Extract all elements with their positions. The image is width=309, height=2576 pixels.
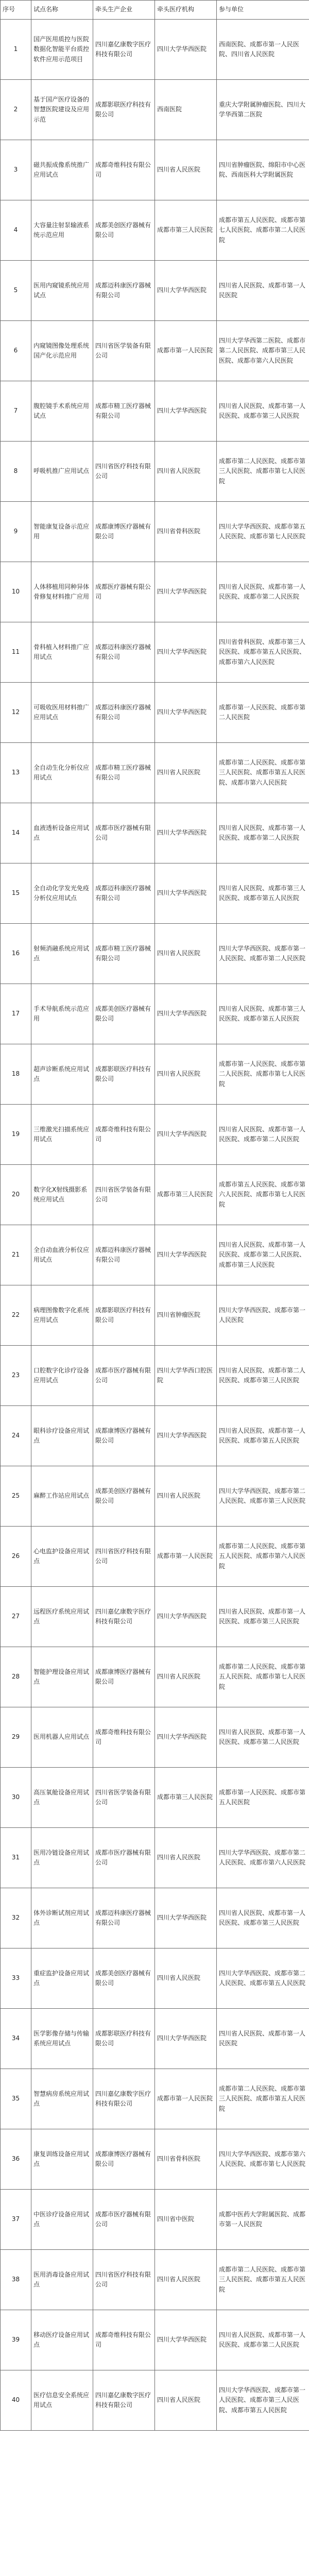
cell-name: 病理图像数字化系统应用试点 xyxy=(31,1285,93,1346)
cell-participants: 成都市第五人民医院、成都市第六人民医院、成都市第七人民医院 xyxy=(217,1165,309,1225)
cell-manufacturer: 成都美创医疗器械有限公司 xyxy=(93,1948,155,2009)
cell-name: 内窥镜图像处理系统国产化示范应用 xyxy=(31,321,93,381)
cell-lead-hospital: 成都市第一人民医院 xyxy=(155,2069,217,2129)
cell-seq: 25 xyxy=(1,1466,31,1527)
cell-name: 手术导航系统示范应用 xyxy=(31,984,93,1044)
cell-participants: 成都市第一人民医院、成都市第二人民医院、成都市第七人民医院 xyxy=(217,1044,309,1105)
cell-lead-hospital: 成都市第三人民医院 xyxy=(155,1768,217,1828)
cell-name: 智能康复设备示范应用 xyxy=(31,502,93,562)
table-row xyxy=(1,261,309,321)
cell-manufacturer: 成都市医疗器械有限公司 xyxy=(93,1828,155,1888)
cell-manufacturer: 成都影联医疗科技有限公司 xyxy=(93,1044,155,1105)
table-row xyxy=(1,1888,309,1948)
cell-seq: 35 xyxy=(1,2069,31,2129)
cell-manufacturer: 四川嘉亿康数字医疗科技有限公司 xyxy=(93,20,155,80)
cell-participants: 四川大学华西医院、成都市第二人民医院、成都市第六人民医院 xyxy=(217,1828,309,1888)
cell-manufacturer: 成都迈科康医疗器械有限公司 xyxy=(93,863,155,924)
cell-participants: 四川大学华西医院、成都市第五人民医院、成都市第七人民医院 xyxy=(217,502,309,562)
cell-lead-hospital: 四川省人民医院 xyxy=(155,1466,217,1527)
cell-manufacturer: 成都康博医疗器械有限公司 xyxy=(93,1406,155,1466)
cell-manufacturer: 成都影联医疗科技有限公司 xyxy=(93,80,155,140)
cell-manufacturer: 成都美创医疗器械有限公司 xyxy=(93,200,155,261)
table-row xyxy=(1,562,309,622)
cell-seq: 20 xyxy=(1,1165,31,1225)
table-row xyxy=(1,2009,309,2069)
table-row xyxy=(1,200,309,261)
cell-seq: 17 xyxy=(1,984,31,1044)
header-row xyxy=(1,1,309,20)
cell-manufacturer: 成都康博医疗器械有限公司 xyxy=(93,502,155,562)
table-row xyxy=(1,2310,309,2370)
cell-participants: 四川省人民医院、成都市第三人民医院、成都市第五人民医院 xyxy=(217,863,309,924)
table-row xyxy=(1,984,309,1044)
table-header xyxy=(1,1,309,20)
cell-participants: 四川大学华西医院、成都市第六人民医院、成都市第七人民医院 xyxy=(217,2129,309,2190)
table-row xyxy=(1,683,309,743)
cell-participants: 四川省人民医院、成都市第二人民医院、成都市第三人民医院 xyxy=(217,1346,309,1406)
cell-name: 全自动化学发光免疫分析仪应用试点 xyxy=(31,863,93,924)
cell-name: 中医诊疗设备应用试点 xyxy=(31,2190,93,2250)
table-row xyxy=(1,2129,309,2190)
cell-seq: 7 xyxy=(1,381,31,442)
cell-name: 康复训练设备应用试点 xyxy=(31,2129,93,2190)
cell-manufacturer: 成都影联医疗科技有限公司 xyxy=(93,2009,155,2069)
table-row xyxy=(1,140,309,200)
cell-participants: 成都市第二人民医院、成都市第三人民医院、成都市第五人民医院、成都市第六人民医院 xyxy=(217,743,309,803)
cell-name: 基于国产医疗设备的智慧医院建设及应用示范 xyxy=(31,80,93,140)
cell-name: 大容量注射泵输液系统示范应用 xyxy=(31,200,93,261)
cell-participants: 四川省人民医院、成都市第一人民医院、成都市第三人民医院 xyxy=(217,1587,309,1647)
cell-participants: 四川省人民医院、成都市第一人民医院 xyxy=(217,2009,309,2069)
cell-participants: 四川省人民医院、成都市第一人民医院、成都市第二人民医院 xyxy=(217,2310,309,2370)
cell-name: 智能护理设备应用试点 xyxy=(31,1647,93,1707)
table-row xyxy=(1,863,309,924)
cell-manufacturer: 四川省医学装备有限公司 xyxy=(93,321,155,381)
table-row xyxy=(1,1105,309,1165)
cell-seq: 30 xyxy=(1,1768,31,1828)
cell-seq: 5 xyxy=(1,261,31,321)
cell-seq: 24 xyxy=(1,1406,31,1466)
cell-manufacturer: 四川嘉亿康数字医疗科技有限公司 xyxy=(93,2069,155,2129)
cell-lead-hospital: 四川大学华西医院 xyxy=(155,20,217,80)
cell-participants: 成都市第二人民医院、成都市第五人民医院、成都市第六人民医院 xyxy=(217,1527,309,1587)
cell-name: 医用机器人应用试点 xyxy=(31,1707,93,1768)
cell-manufacturer: 成都市精工医疗器械有限公司 xyxy=(93,743,155,803)
cell-seq: 40 xyxy=(1,2370,31,2431)
table-row xyxy=(1,1044,309,1105)
cell-lead-hospital: 四川大学华西医院 xyxy=(155,1707,217,1768)
cell-participants: 成都市第二人民医院、成都市第三人民医院、成都市第七人民医院 xyxy=(217,442,309,502)
table-row xyxy=(1,1647,309,1707)
cell-name: 国产医用质控与医院数据化智能平台质控软件应用示范项目 xyxy=(31,20,93,80)
cell-name: 医用冷链设备应用试点 xyxy=(31,1828,93,1888)
cell-lead-hospital: 四川省骨科医院 xyxy=(155,502,217,562)
cell-lead-hospital: 四川大学华西医院 xyxy=(155,562,217,622)
cell-name: 呼吸机推广应用试点 xyxy=(31,442,93,502)
cell-participants: 四川省人民医院、成都市第一人民医院、成都市第三人民医院 xyxy=(217,381,309,442)
table-row xyxy=(1,1768,309,1828)
cell-manufacturer: 四川省医疗科技有限公司 xyxy=(93,1527,155,1587)
cell-lead-hospital: 四川大学华西医院 xyxy=(155,1225,217,1285)
table-row xyxy=(1,442,309,502)
table-row xyxy=(1,502,309,562)
cell-seq: 16 xyxy=(1,924,31,984)
cell-manufacturer: 成都奇维科技有限公司 xyxy=(93,1105,155,1165)
table-body xyxy=(1,20,309,2431)
cell-lead-hospital: 四川省人民医院 xyxy=(155,743,217,803)
cell-seq: 13 xyxy=(1,743,31,803)
cell-name: 医疗信息安全系统应用试点 xyxy=(31,2370,93,2431)
header-cell-lead-hospital: 牵头医疗机构 xyxy=(155,1,217,20)
cell-name: 麻醉工作站应用试点 xyxy=(31,1466,93,1527)
cell-participants: 四川省骨科医院、成都市第三人民医院、成都市第五人民医院、成都市第六人民医院 xyxy=(217,622,309,683)
cell-participants: 成都市第二人民医院、成都市第五人民医院、成都市第七人民医院 xyxy=(217,1647,309,1707)
cell-manufacturer: 成都奇维科技有限公司 xyxy=(93,1707,155,1768)
cell-participants: 成都市第五人民医院、成都市第七人民医院、成都市第二人民医院 xyxy=(217,200,309,261)
cell-name: 磁共振成像系统推广应用试点 xyxy=(31,140,93,200)
cell-name: 医用内窥镜系统应用试点 xyxy=(31,261,93,321)
cell-seq: 6 xyxy=(1,321,31,381)
table-row xyxy=(1,1466,309,1527)
cell-seq: 22 xyxy=(1,1285,31,1346)
header-cell-manufacturer: 牵头生产企业 xyxy=(93,1,155,20)
cell-lead-hospital: 四川大学华西医院 xyxy=(155,622,217,683)
cell-participants: 西南医院、成都市第一人民医院、四川省人民医院 xyxy=(217,20,309,80)
cell-participants: 四川大学华西第二医院、成都市第二人民医院、成都市第三人民医院、成都市第六人民医院 xyxy=(217,321,309,381)
cell-participants: 四川省人民医院、成都市第一人民医院、成都市第二人民医院、成都市第三人民医院 xyxy=(217,1225,309,1285)
cell-participants: 四川省人民医院、成都市第一人民医院 xyxy=(217,261,309,321)
table-row xyxy=(1,2250,309,2310)
cell-participants: 四川省人民医院、成都市第一人民医院、成都市第五人民医院 xyxy=(217,1406,309,1466)
cell-seq: 2 xyxy=(1,80,31,140)
cell-participants: 四川大学华西医院、成都市第一人民医院、成都市第二人民医院 xyxy=(217,924,309,984)
cell-participants: 四川省人民医院、成都市第一人民医院、成都市第三人民医院 xyxy=(217,1888,309,1948)
cell-participants: 四川省人民医院、成都市第一人民医院、成都市第二人民医院 xyxy=(217,562,309,622)
cell-manufacturer: 成都市医疗器械有限公司 xyxy=(93,1346,155,1406)
cell-lead-hospital: 四川省人民医院 xyxy=(155,1948,217,2009)
cell-seq: 26 xyxy=(1,1527,31,1587)
cell-lead-hospital: 四川省人民医院 xyxy=(155,2370,217,2431)
cell-seq: 15 xyxy=(1,863,31,924)
cell-participants: 四川大学华西医院、成都市第二人民医院、成都市第三人民医院 xyxy=(217,1466,309,1527)
cell-seq: 19 xyxy=(1,1105,31,1165)
table-row xyxy=(1,622,309,683)
cell-manufacturer: 成都市精工医疗器械有限公司 xyxy=(93,381,155,442)
cell-seq: 31 xyxy=(1,1828,31,1888)
table-row xyxy=(1,1587,309,1647)
cell-lead-hospital: 四川省骨科医院 xyxy=(155,2129,217,2190)
cell-participants: 成都市第二人民医院、成都市第三人民医院、成都市第五人民医院 xyxy=(217,2250,309,2310)
cell-seq: 21 xyxy=(1,1225,31,1285)
cell-manufacturer: 四川省医学装备有限公司 xyxy=(93,1768,155,1828)
cell-participants: 成都市第一人民医院、成都市第五人民医院 xyxy=(217,1768,309,1828)
table-row xyxy=(1,1346,309,1406)
table-row xyxy=(1,1406,309,1466)
cell-participants: 四川省人民医院、成都市第一人民医院、成都市第二人民医院 xyxy=(217,1105,309,1165)
cell-manufacturer: 成都美创医疗器械有限公司 xyxy=(93,984,155,1044)
cell-lead-hospital: 四川省人民医院 xyxy=(155,140,217,200)
cell-lead-hospital: 四川大学华西口腔医院 xyxy=(155,1346,217,1406)
cell-participants: 重庆大学附属肿瘤医院、四川大学华西第二医院 xyxy=(217,80,309,140)
cell-seq: 23 xyxy=(1,1346,31,1406)
cell-lead-hospital: 成都市第三人民医院 xyxy=(155,1165,217,1225)
cell-manufacturer: 成都市医疗器械有限公司 xyxy=(93,803,155,863)
cell-lead-hospital: 四川大学华西医院 xyxy=(155,261,217,321)
cell-seq: 34 xyxy=(1,2009,31,2069)
cell-manufacturer: 四川省医疗科技有限公司 xyxy=(93,2250,155,2310)
cell-lead-hospital: 成都市第三人民医院 xyxy=(155,200,217,261)
cell-seq: 38 xyxy=(1,2250,31,2310)
cell-lead-hospital: 四川大学华西医院 xyxy=(155,803,217,863)
cell-name: 智慧病房系统应用试点 xyxy=(31,2069,93,2129)
cell-name: 医用消毒设备应用试点 xyxy=(31,2250,93,2310)
cell-participants: 四川省人民医院、成都市第三人民医院、成都市第五人民医院 xyxy=(217,984,309,1044)
cell-manufacturer: 四川嘉亿康数字医疗科技有限公司 xyxy=(93,2370,155,2431)
cell-manufacturer: 成都迈科康医疗器械有限公司 xyxy=(93,261,155,321)
table-row xyxy=(1,2370,309,2431)
cell-participants: 四川大学华西医院、成都市第一人民医院、成都市第三人民医院、成都市第五人民医院 xyxy=(217,2370,309,2431)
cell-manufacturer: 四川省医学装备有限公司 xyxy=(93,1165,155,1225)
cell-manufacturer: 成都迈科康医疗器械有限公司 xyxy=(93,622,155,683)
cell-name: 远程医疗系统应用试点 xyxy=(31,1587,93,1647)
cell-lead-hospital: 四川省人民医院 xyxy=(155,442,217,502)
header-cell-seq: 序号 xyxy=(1,1,31,20)
cell-lead-hospital: 四川大学华西医院 xyxy=(155,381,217,442)
table-row xyxy=(1,2069,309,2129)
cell-lead-hospital: 四川大学华西医院 xyxy=(155,984,217,1044)
cell-name: 移动医疗设备应用试点 xyxy=(31,2310,93,2370)
table-row xyxy=(1,1828,309,1888)
cell-participants: 四川大学华西医院、成都市第二人民医院、成都市第五人民医院 xyxy=(217,1948,309,2009)
cell-seq: 18 xyxy=(1,1044,31,1105)
cell-lead-hospital: 四川省人民医院 xyxy=(155,924,217,984)
cell-manufacturer: 成都奇维科技有限公司 xyxy=(93,2310,155,2370)
table-row xyxy=(1,1225,309,1285)
cell-lead-hospital: 四川省人民医院 xyxy=(155,1647,217,1707)
cell-name: 高压氧舱设备应用试点 xyxy=(31,1768,93,1828)
cell-seq: 33 xyxy=(1,1948,31,2009)
table-row xyxy=(1,2190,309,2250)
cell-seq: 9 xyxy=(1,502,31,562)
cell-name: 腹腔镜手术系统应用试点 xyxy=(31,381,93,442)
table-row xyxy=(1,80,309,140)
header-cell-participants: 参与单位 xyxy=(217,1,309,20)
cell-participants: 四川大学华西医院、成都市第一人民医院 xyxy=(217,1285,309,1346)
cell-name: 超声诊断系统应用试点 xyxy=(31,1044,93,1105)
cell-manufacturer: 成都美创医疗器械有限公司 xyxy=(93,1466,155,1527)
cell-lead-hospital: 四川大学华西医院 xyxy=(155,1587,217,1647)
cell-lead-hospital: 四川大学华西医院 xyxy=(155,2310,217,2370)
cell-manufacturer: 成都康博医疗器械有限公司 xyxy=(93,2129,155,2190)
cell-manufacturer: 四川嘉亿康数字医疗科技有限公司 xyxy=(93,1587,155,1647)
cell-lead-hospital: 四川大学华西医院 xyxy=(155,1105,217,1165)
cell-manufacturer: 成都奇维科技有限公司 xyxy=(93,140,155,200)
cell-seq: 12 xyxy=(1,683,31,743)
table-row xyxy=(1,743,309,803)
cell-lead-hospital: 四川省肿瘤医院 xyxy=(155,1285,217,1346)
cell-lead-hospital: 四川大学华西医院 xyxy=(155,1888,217,1948)
table-row xyxy=(1,1527,309,1587)
cell-seq: 28 xyxy=(1,1647,31,1707)
cell-seq: 29 xyxy=(1,1707,31,1768)
cell-seq: 8 xyxy=(1,442,31,502)
cell-name: 重症监护设备应用试点 xyxy=(31,1948,93,2009)
cell-seq: 4 xyxy=(1,200,31,261)
cell-name: 心电监护设备应用试点 xyxy=(31,1527,93,1587)
cell-participants: 成都中医药大学附属医院、成都市第一人民医院 xyxy=(217,2190,309,2250)
table-row xyxy=(1,1165,309,1225)
cell-name: 口腔数字化诊疗设备应用试点 xyxy=(31,1346,93,1406)
cell-seq: 1 xyxy=(1,20,31,80)
cell-participants: 四川省肿瘤医院、绵阳市中心医院、西南医科大学附属医院 xyxy=(217,140,309,200)
cell-manufacturer: 四川省医疗科技有限公司 xyxy=(93,442,155,502)
table-row xyxy=(1,381,309,442)
cell-participants: 四川省人民医院、成都市第一人民医院、成都市第二人民医院 xyxy=(217,803,309,863)
cell-manufacturer: 成都市精工医疗器械有限公司 xyxy=(93,924,155,984)
cell-manufacturer: 成都迈科康医疗器械有限公司 xyxy=(93,683,155,743)
cell-name: 医学影像存储与传输系统应用试点 xyxy=(31,2009,93,2069)
cell-seq: 37 xyxy=(1,2190,31,2250)
cell-manufacturer: 成都影联医疗科技有限公司 xyxy=(93,1285,155,1346)
cell-lead-hospital: 四川大学华西医院 xyxy=(155,683,217,743)
cell-lead-hospital: 西南医院 xyxy=(155,80,217,140)
cell-participants: 成都市第二人民医院、成都市第三人民医院、成都市第五人民医院 xyxy=(217,2069,309,2129)
cell-manufacturer: 成都市医疗器械有限公司 xyxy=(93,2190,155,2250)
cell-name: 血液透析设备应用试点 xyxy=(31,803,93,863)
cell-lead-hospital: 四川省中医院 xyxy=(155,2190,217,2250)
cell-lead-hospital: 四川省人民医院 xyxy=(155,1044,217,1105)
cell-participants: 成都市第一人民医院、成都市第二人民医院 xyxy=(217,683,309,743)
cell-name: 人体移植用同种异体骨修复材料推广应用 xyxy=(31,562,93,622)
cell-manufacturer: 成都康博医疗器械有限公司 xyxy=(93,1647,155,1707)
table-row xyxy=(1,803,309,863)
cell-name: 眼科诊疗设备应用试点 xyxy=(31,1406,93,1466)
table-row xyxy=(1,924,309,984)
cell-manufacturer: 成都迈科康医疗器械有限公司 xyxy=(93,1225,155,1285)
cell-seq: 39 xyxy=(1,2310,31,2370)
cell-name: 数字化X射线摄影系统应用试点 xyxy=(31,1165,93,1225)
table-row xyxy=(1,1707,309,1768)
cell-name: 三维激光扫描系统应用试点 xyxy=(31,1105,93,1165)
cell-lead-hospital: 四川大学华西医院 xyxy=(155,1406,217,1466)
table-row xyxy=(1,1285,309,1346)
cell-lead-hospital: 四川大学华西医院 xyxy=(155,2009,217,2069)
cell-seq: 36 xyxy=(1,2129,31,2190)
cell-name: 可吸收医用材料推广应用试点 xyxy=(31,683,93,743)
cell-manufacturer: 成都医疗器械有限公司 xyxy=(93,562,155,622)
cell-lead-hospital: 成都市第一人民医院 xyxy=(155,1527,217,1587)
cell-name: 体外诊断试剂应用试点 xyxy=(31,1888,93,1948)
cell-name: 全自动血液分析仪应用试点 xyxy=(31,1225,93,1285)
cell-participants: 四川省人民医院、成都市第一人民医院、成都市第二人民医院 xyxy=(217,1707,309,1768)
cell-name: 射频消融系统应用试点 xyxy=(31,924,93,984)
cell-seq: 10 xyxy=(1,562,31,622)
cell-seq: 27 xyxy=(1,1587,31,1647)
cell-lead-hospital: 四川大学华西医院 xyxy=(155,863,217,924)
table-row xyxy=(1,20,309,80)
cell-seq: 11 xyxy=(1,622,31,683)
table-row xyxy=(1,321,309,381)
cell-lead-hospital: 四川省人民医院 xyxy=(155,1828,217,1888)
header-cell-name: 试点名称 xyxy=(31,1,93,20)
cell-name: 全自动生化分析仪应用试点 xyxy=(31,743,93,803)
cell-lead-hospital: 成都市第一人民医院 xyxy=(155,321,217,381)
cell-name: 骨科植入材料推广应用试点 xyxy=(31,622,93,683)
cell-seq: 3 xyxy=(1,140,31,200)
table-row xyxy=(1,1948,309,2009)
cell-seq: 32 xyxy=(1,1888,31,1948)
cell-seq: 14 xyxy=(1,803,31,863)
cell-manufacturer: 成都迈科康医疗器械有限公司 xyxy=(93,1888,155,1948)
cell-lead-hospital: 四川省人民医院 xyxy=(155,2250,217,2310)
